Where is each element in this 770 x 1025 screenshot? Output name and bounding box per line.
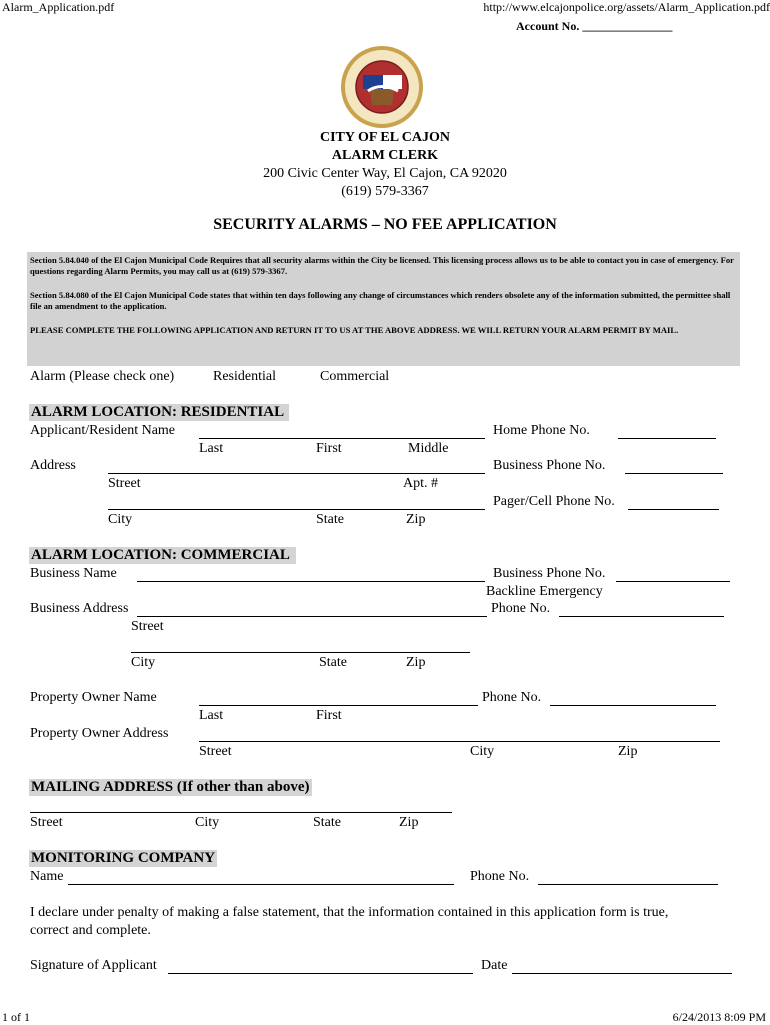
monitoring-phone-field[interactable] [538,884,718,885]
apt-hint: Apt. # [403,476,438,491]
property-owner-name-label: Property Owner Name [30,690,157,705]
monitoring-name-field[interactable] [68,884,454,885]
option-residential[interactable]: Residential [213,369,276,384]
business-phone-field[interactable] [625,473,723,474]
mailing-address-heading: MAILING ADDRESS (If other than above) [29,779,312,796]
commercial-heading: ALARM LOCATION: COMMERCIAL [29,547,296,564]
city-state-zip-field[interactable] [108,509,485,510]
option-commercial[interactable]: Commercial [320,369,390,384]
owner-city-hint: City [470,744,495,759]
mailing-address-field[interactable] [30,812,452,813]
mailing-zip-hint: Zip [399,815,419,830]
business-phone-label: Business Phone No. [493,458,606,473]
backline-emergency-label: Backline Emergency [486,584,603,599]
commercial-city-hint: City [131,655,156,670]
commercial-city-state-zip-field[interactable] [131,652,470,653]
owner-phone-label: Phone No. [482,690,542,705]
signature-field[interactable] [168,973,473,974]
pager-phone-label: Pager/Cell Phone No. [493,494,615,509]
doc-url: http://www.elcajonpolice.org/assets/Alarm_Application.pdf [483,0,770,14]
owner-zip-hint: Zip [618,744,638,759]
signature-label: Signature of Applicant [30,958,157,973]
address-label: Address [30,458,76,473]
office-address: 200 Civic Center Way, El Cajon, CA 92020 [263,166,507,181]
applicant-name-label: Applicant/Resident Name [30,423,176,438]
commercial-street-hint: Street [131,619,164,634]
street-address-field[interactable] [108,473,485,474]
property-owner-address-label: Property Owner Address [30,726,169,741]
doc-name: Alarm_Application.pdf [2,0,115,14]
backline-phone-label: Phone No. [491,601,551,616]
notice-paragraph-2: Section 5.84.080 of the El Cajon Municipal Code states that within ten days following any change of circumstances which renders obsolete any of the information submitted, the permittee shall file an amendment to the application. [30,290,731,311]
last-name-hint: Last [199,441,224,456]
city-hint: City [108,512,133,527]
zip-hint: Zip [406,512,426,527]
print-timestamp: 6/24/2013 8:09 PM [672,1010,766,1024]
city-name: CITY OF EL CAJON [319,130,451,145]
mailing-city-hint: City [195,815,220,830]
date-label: Date [481,958,508,973]
commercial-state-hint: State [319,655,347,670]
declaration-line-2: correct and complete. [30,923,151,938]
account-number-label: Account No. _______________ [516,19,673,33]
middle-name-hint: Middle [408,441,449,456]
business-address-label: Business Address [30,601,129,616]
business-address-field[interactable] [137,616,487,617]
owner-first-hint: First [316,708,342,723]
commercial-business-phone-label: Business Phone No. [493,566,606,581]
property-owner-name-field[interactable] [199,705,478,706]
street-hint: Street [108,476,141,491]
declaration-line-1: I declare under penalty of making a false statement, that the information contained in this application form is true, [30,905,669,920]
first-name-hint: First [316,441,342,456]
home-phone-field[interactable] [618,438,716,439]
applicant-name-field[interactable] [199,438,485,439]
department-name: ALARM CLERK [331,148,439,163]
alarm-type-label: Alarm (Please check one) [30,369,175,384]
date-field[interactable] [512,973,732,974]
mailing-state-hint: State [313,815,341,830]
monitoring-phone-label: Phone No. [470,869,530,884]
page-count: 1 of 1 [2,1010,30,1024]
owner-street-hint: Street [199,744,232,759]
city-seal-logo [340,45,424,129]
backline-phone-field[interactable] [559,616,724,617]
commercial-zip-hint: Zip [406,655,426,670]
residential-heading: ALARM LOCATION: RESIDENTIAL [29,404,289,421]
property-owner-address-field[interactable] [199,741,720,742]
notice-paragraph-1: Section 5.84.040 of the El Cajon Municipal Code Requires that all security alarms within the City be licensed. This licensing process allows us to be able to contact you in case of emergency. For questions regarding Alarm Permits, you may call us at (619) 579-3367. [30,255,734,276]
monitoring-name-label: Name [30,869,64,884]
mailing-street-hint: Street [30,815,63,830]
monitoring-company-heading: MONITORING COMPANY [31,850,216,866]
state-hint: State [316,512,344,527]
business-name-field[interactable] [137,581,485,582]
pager-phone-field[interactable] [628,509,719,510]
office-phone: (619) 579-3367 [341,184,429,199]
owner-last-hint: Last [199,708,224,723]
home-phone-label: Home Phone No. [493,423,590,438]
notice-paragraph-3: PLEASE COMPLETE THE FOLLOWING APPLICATION AND RETURN IT TO US AT THE ABOVE ADDRESS. WE WILL RETURN YOUR ALARM PERMIT BY MAIL. [30,325,679,335]
form-title: SECURITY ALARMS – NO FEE APPLICATION [213,216,557,233]
commercial-business-phone-field[interactable] [616,581,730,582]
notice-box [27,252,740,366]
owner-phone-field[interactable] [550,705,716,706]
business-name-label: Business Name [30,566,117,581]
